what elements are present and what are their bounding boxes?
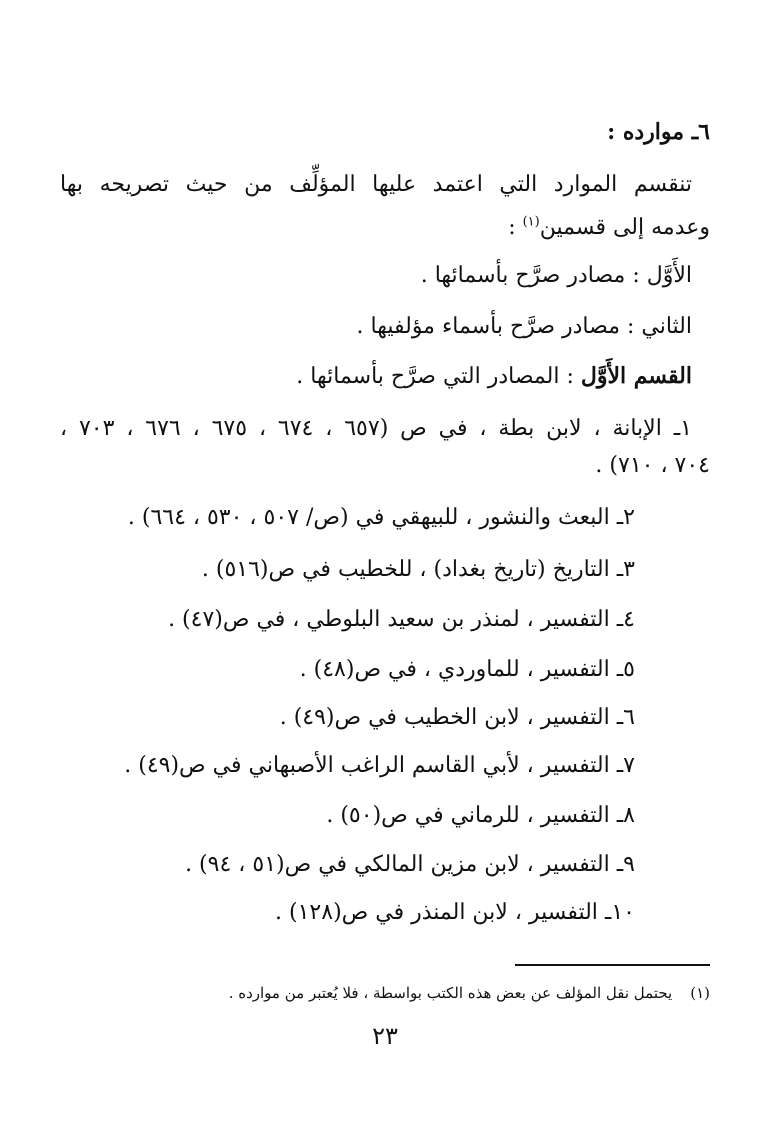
list-item-7: ٧ـ التفسير ، لأبي القاسم الراغب الأصبهاني في ص(٤٩) . xyxy=(124,753,635,778)
list-item-10: ١٠ـ التفسير ، لابن المنذر في ص(١٢٨) . xyxy=(275,900,635,925)
list-item-5: ٥ـ التفسير ، للماوردي ، في ص(٤٨) . xyxy=(299,657,635,682)
list-item-3: ٣ـ التاريخ (تاريخ بغداد) ، للخطيب في ص(٥١٦) . xyxy=(201,557,635,582)
part-heading-text: : المصادر التي صرَّح بأسمائها . xyxy=(296,364,581,389)
section-heading: ٦ـ موارده : xyxy=(607,119,710,145)
list-item-8: ٨ـ التفسير ، للرماني في ص(٥٠) . xyxy=(326,803,635,828)
list-item-1-line-1: ١ـ الإبانة ، لابن بطة ، في ص (٦٥٧ ، ٦٧٤ ، ٦٧٥ ، ٦٧٦ ، ٧٠٣ ، xyxy=(60,416,692,441)
part-heading-label: القسم الأَوَّل xyxy=(580,363,692,389)
list-item-2: ٢ـ البعث والنشور ، للبيهقي في (ص/ ٥٠٧ ، ٥٣٠ ، ٦٦٤) . xyxy=(127,505,635,530)
list-item-9: ٩ـ التفسير ، لابن مزين المالكي في ص(٥١ ، ٩٤) . xyxy=(185,852,635,877)
list-item-1-line-2: ٧٠٤ ، ٧١٠) . xyxy=(595,453,710,478)
page-number: ٢٣ xyxy=(372,1022,398,1050)
document-page xyxy=(60,0,710,1145)
category-second: الثاني : مصادر صرَّح بأسماء مؤلفيها . xyxy=(356,314,692,339)
footnote xyxy=(60,984,710,1004)
intro-paragraph-line-2 xyxy=(60,214,710,243)
intro-paragraph-line-1: تنقسم الموارد التي اعتمد عليها المؤلِّف من حيث تصريحه بها xyxy=(60,172,692,197)
part-heading xyxy=(60,362,692,392)
footnote-text: يحتمل نقل المؤلف عن بعض هذه الكتب بواسطة ، فلا يُعتبر من موارده . xyxy=(228,984,673,1002)
category-first: الأَوَّل : مصادر صرَّح بأسمائها . xyxy=(420,263,692,288)
footnote-divider xyxy=(515,964,710,966)
footnote-number: (١) xyxy=(690,984,710,1002)
list-item-6: ٦ـ التفسير ، لابن الخطيب في ص(٤٩) . xyxy=(279,705,635,730)
list-item-4: ٤ـ التفسير ، لمنذر بن سعيد البلوطي ، في ص(٤٧) . xyxy=(168,607,635,632)
intro-line-2-text: وعدمه إلى قسمين xyxy=(539,215,710,240)
footnote-reference: (١) xyxy=(522,214,540,230)
intro-line-2-end: : xyxy=(508,215,523,240)
